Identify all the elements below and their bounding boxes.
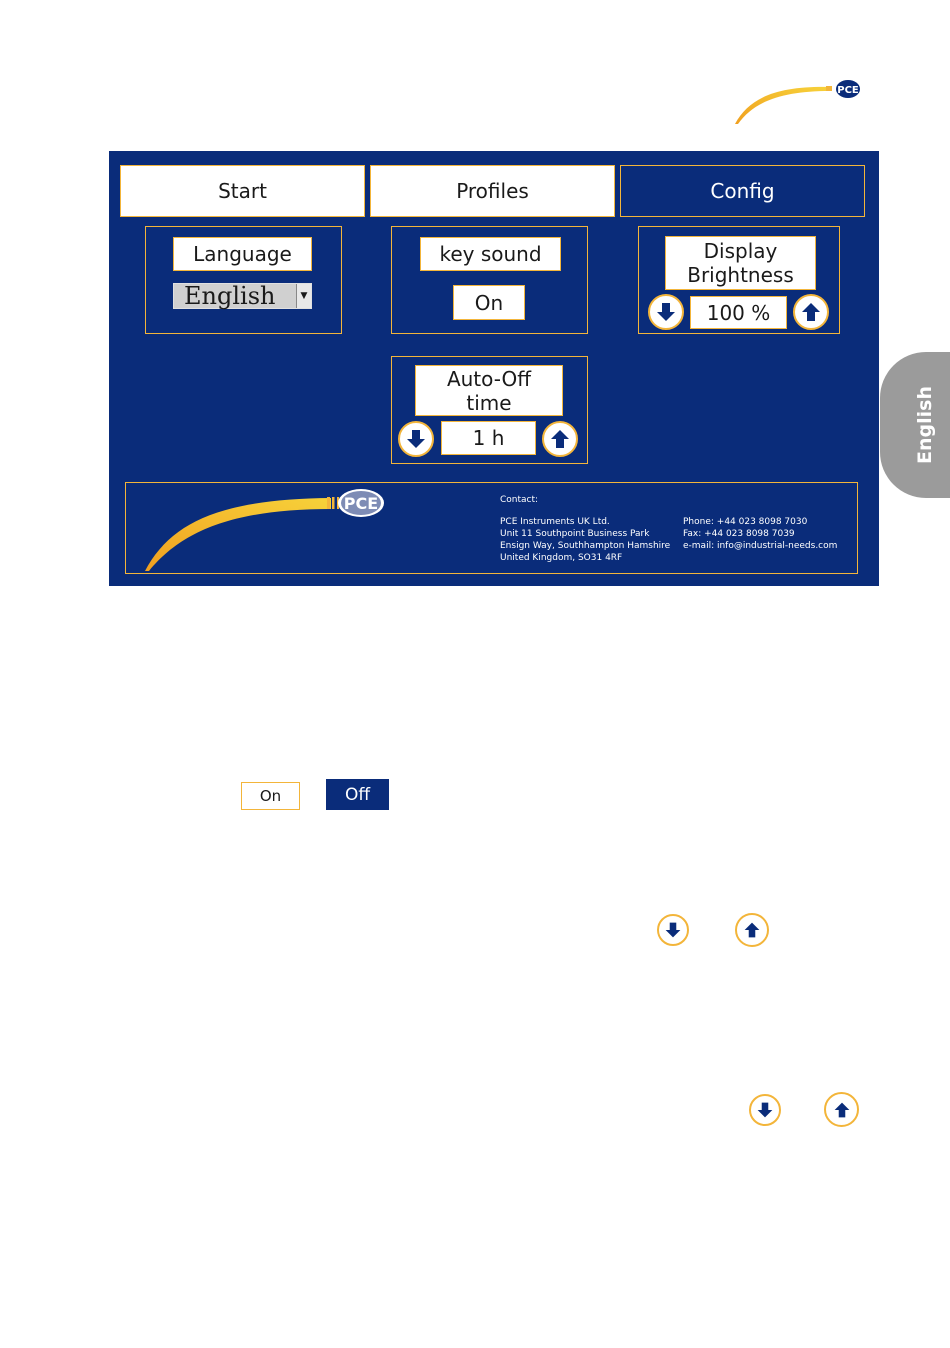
arrow-up-icon bbox=[743, 921, 761, 939]
arrow-up-icon bbox=[800, 301, 822, 323]
contact-footer bbox=[125, 482, 858, 574]
display-brightness-label bbox=[665, 236, 816, 290]
contact-email: e-mail: info@industrial-needs.com bbox=[683, 541, 838, 551]
auto-off-group bbox=[391, 356, 588, 464]
auto-off-label bbox=[415, 365, 563, 416]
language-select[interactable] bbox=[173, 283, 312, 309]
brightness-value: 100 % bbox=[690, 296, 787, 329]
tab-profiles-label: Profiles bbox=[456, 179, 529, 203]
language-side-tab bbox=[880, 352, 950, 498]
svg-text:PCE: PCE bbox=[343, 494, 379, 513]
down-arrow-example bbox=[749, 1094, 781, 1126]
key-sound-toggle[interactable]: On bbox=[453, 285, 525, 320]
contact-address-line: PCE Instruments UK Ltd. bbox=[500, 517, 610, 527]
arrow-up-icon bbox=[833, 1101, 851, 1119]
svg-text:PCE: PCE bbox=[837, 85, 859, 96]
dropdown-arrow-icon: ▼ bbox=[296, 284, 311, 308]
tab-profiles[interactable] bbox=[370, 165, 615, 217]
contact-address-line: Ensign Way, Southhampton Hamshire bbox=[500, 541, 671, 551]
tab-config-label: Config bbox=[710, 179, 775, 203]
brightness-label-line2: Brightness bbox=[687, 263, 794, 287]
contact-heading: Contact: bbox=[500, 495, 539, 505]
contact-address-line: United Kingdom, SO31 4RF bbox=[500, 553, 623, 563]
auto-off-value: 1 h bbox=[441, 421, 536, 455]
auto-off-label-line1: Auto-Off bbox=[446, 366, 532, 391]
pce-header-logo bbox=[730, 78, 865, 126]
tab-config[interactable] bbox=[620, 165, 865, 217]
arrow-down-icon bbox=[664, 921, 682, 939]
off-button-example: Off bbox=[326, 779, 389, 810]
up-arrow-example bbox=[824, 1092, 859, 1127]
key-sound-label: key sound bbox=[420, 237, 561, 271]
contact-phone: Phone: +44 023 8098 7030 bbox=[683, 517, 808, 527]
display-brightness-group bbox=[638, 226, 840, 334]
on-button-example: On bbox=[241, 782, 300, 810]
language-selected-value: English bbox=[184, 282, 276, 310]
contact-address-line: Unit 11 Southpoint Business Park bbox=[500, 529, 650, 539]
language-label: Language bbox=[173, 237, 312, 271]
brightness-down-button[interactable] bbox=[648, 294, 684, 330]
arrow-up-icon bbox=[549, 428, 571, 450]
key-sound-group bbox=[391, 226, 588, 334]
auto-off-label-line2: time bbox=[466, 390, 512, 415]
tab-start[interactable] bbox=[120, 165, 365, 217]
arrow-down-icon bbox=[756, 1101, 774, 1119]
language-group bbox=[145, 226, 342, 334]
up-arrow-example bbox=[735, 913, 769, 947]
down-arrow-example bbox=[657, 914, 689, 946]
brightness-up-button[interactable] bbox=[793, 294, 829, 330]
pce-footer-logo bbox=[141, 487, 391, 573]
tab-start-label: Start bbox=[218, 179, 267, 203]
contact-fax: Fax: +44 023 8098 7039 bbox=[683, 529, 795, 539]
side-tab-label: English bbox=[914, 386, 936, 464]
brightness-label-line1: Display bbox=[703, 239, 778, 263]
auto-off-up-button[interactable] bbox=[542, 421, 578, 457]
arrow-down-icon bbox=[405, 428, 427, 450]
contact-numbers bbox=[683, 516, 837, 552]
contact-address bbox=[500, 516, 670, 564]
arrow-down-icon bbox=[655, 301, 677, 323]
auto-off-down-button[interactable] bbox=[398, 421, 434, 457]
